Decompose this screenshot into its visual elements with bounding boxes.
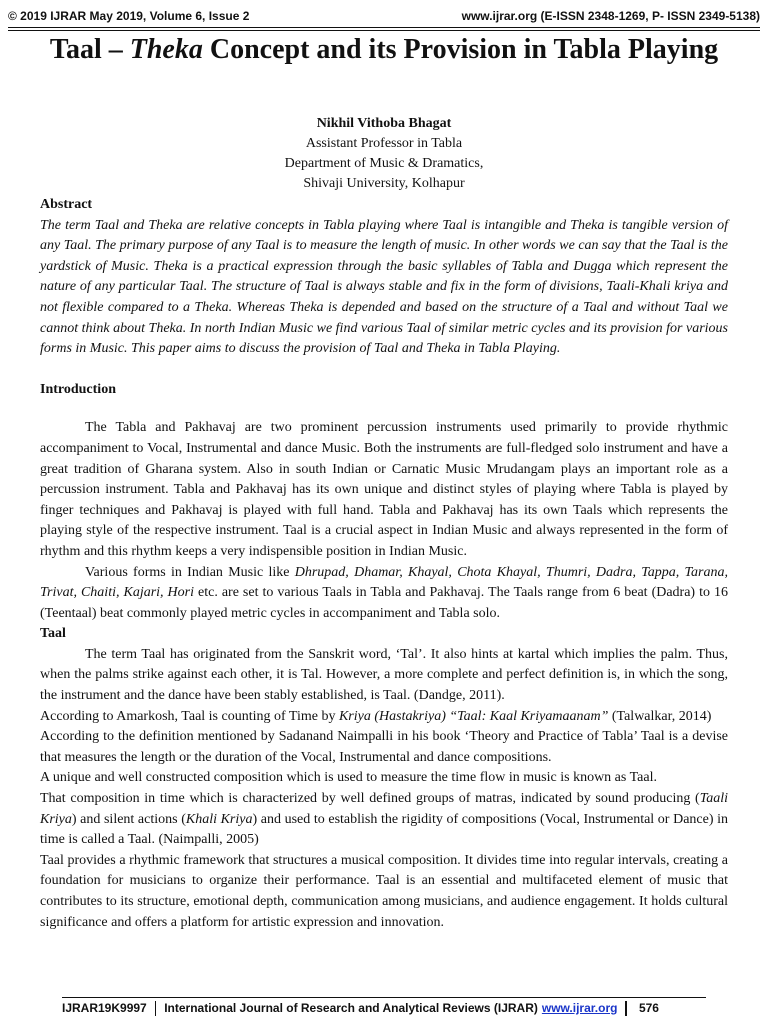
taal-p2-italic: Kriya (Hastakriya) “Taal: Kaal Kriyamaanam” <box>338 708 609 724</box>
page-header <box>8 6 760 26</box>
title-italic: Theka <box>129 34 203 65</box>
header-journal-info: www.ijrar.org (E-ISSN 2348-1269, P- ISSN 2349-5138) <box>461 9 760 23</box>
section-gap <box>40 400 728 418</box>
taal-paragraph-6: Taal provides a rhythmic framework that structures a musical composition. It divides time into regular intervals, creating a foundation for musicians to organize their performance. Taal is an essential and multifaceted element of music that contributes to its structure, emotional depth, communication among musicians, and audience engagement. It holds cultural significance and offers a platform for artistic expression and innovation. <box>40 852 728 930</box>
taal-p5-italic-1: Taali Kriya <box>40 791 728 827</box>
taal-p5-text-b: ) and silent actions ( <box>71 811 186 827</box>
page-number: 576 <box>638 1001 659 1015</box>
footer-journal-name: International Journal of Research and Analytical Reviews (IJRAR) <box>164 1001 538 1015</box>
taal-paragraph-4: A unique and well constructed composition which is used to measure the time flow in music is known as Taal. <box>40 770 657 786</box>
author-name: Nikhil Vithoba Bhagat <box>316 116 452 131</box>
footer-rule <box>62 997 706 998</box>
abstract-section <box>40 195 728 360</box>
footer-separator <box>625 1001 627 1016</box>
author-department: Department of Music & Dramatics, <box>284 156 484 171</box>
author-position: Assistant Professor in Tabla <box>305 136 463 151</box>
intro-p2-text-b: etc. are set to various Taals in Tabla and Pakhavaj. The Taals range from 6 beat (Dadra) to 16 (Teentaal) beat commonly played metric cycles in accompaniment and Tabla solo. <box>40 585 728 621</box>
footer-paper-code: IJRAR19K9997 <box>62 1001 147 1015</box>
taal-paragraph-2 <box>40 707 728 728</box>
abstract-text: The term Taal and Theka are relative concepts in Tabla playing where Taal is intangible and Theka is tangible version of any Taal. The primary purpose of any Taal is to measure the length of music. In other words we can say that the Taal is the yardstick of Music. Theka is a practical expression through the basic syllables of Tabla and Dugga which represent the nature of any particular Taal. The structure of Taal is always stable and fix in the form of divisions, Taali-Khali kriya and not flexible compared to a Theka. Whereas Theka is depended and based on the structure of a Taal and without Taal we cannot think about Theka. In north Indian Music we find various Taal of similar metric cycles and its provision for various forms in Music. This paper aims to discuss the provision of Taal and Theka in Tabla Playing. <box>40 217 728 357</box>
header-rule <box>8 27 760 28</box>
taal-p5-text-c: ) and used to establish the rigidity of compositions (Vocal, Instrumental or Dance) in time is called a Taal. (Naimpalli, 2005) <box>40 811 728 848</box>
intro-p2-text-a: Various forms in Indian Music like <box>85 564 295 580</box>
title-part-2: Concept and its Provision in Tabla Playing <box>202 34 719 65</box>
abstract-heading: Abstract <box>40 197 93 212</box>
introduction-heading: Introduction <box>40 381 116 397</box>
author-university: Shivaji University, Kolhapur <box>303 176 465 191</box>
intro-p2-forms: Dhrupad, Dhamar, Khayal, Chota Khayal, Thumri, Dadra, Tappa, Tarana, Trivat, Chaiti, Kajari, Hori <box>40 564 728 601</box>
paper-title <box>40 33 728 66</box>
taal-p2-text-a: According to Amarkosh, Taal is counting of Time by <box>40 708 339 724</box>
title-part-1: Taal – <box>49 34 130 65</box>
taal-heading: Taal <box>40 626 66 642</box>
introduction-paragraph-1: The Tabla and Pakhavaj are two prominent percussion instruments used primarily to provide rhythmic accompaniment to Vocal, Instrumental and dance Music. Both the instruments are full-fledged solo instrument and have a great tradition of Gharana system. Also in south Indian or Carnatic Music Mrudangam plays an important role as a percussion instrument. Tabla and Pakhavaj has its own unique and distinct styles of playing where Tabla is played by finger techniques and Pakhavaj is played with full hand. Tabla and Pakhavaj has its own Taals which represents the playing style of the respective instrument. Taal is a crucial aspect in Indian Music and always represented in the form of rhythm and this rhythm keeps a very indispensible position in Indian Music. <box>40 420 728 559</box>
taal-paragraph-1: The term Taal has originated from the Sanskrit word, ‘Tal’. It also hints at kartal which implies the palm. Thus, when the palms strike against each other, it is Tal. However, a more complete and perfect definition is, in which the song, the instrument and the dance have been stably established, is Taal. (Dandge, 2011). <box>40 646 728 704</box>
taal-p5-italic-2: Khali Kriya <box>185 811 253 827</box>
header-rule-secondary <box>8 30 760 31</box>
header-issue-info: © 2019 IJRAR May 2019, Volume 6, Issue 2 <box>8 9 250 23</box>
taal-paragraph-3: According to the definition mentioned by Sadanand Naimpalli in his book ‘Theory and Practice of Tabla’ Taal is a devise that measures the length or the duration of the Vocal, Instrumental and dance compositions. <box>40 729 728 765</box>
author-block <box>0 114 768 194</box>
paper-body <box>40 195 728 933</box>
taal-section <box>40 624 728 933</box>
page-footer <box>62 999 706 1017</box>
taal-paragraph-5 <box>40 789 728 851</box>
introduction-paragraph-2 <box>40 563 728 625</box>
footer-separator <box>155 1001 157 1016</box>
footer-website-link[interactable]: www.ijrar.org <box>541 1001 618 1015</box>
introduction-section <box>40 380 728 625</box>
taal-p2-text-b: (Talwalkar, 2014) <box>608 708 712 724</box>
taal-p5-text-a: That composition in time which is characterized by well defined groups of matras, indicated by sound producing ( <box>40 791 700 807</box>
section-gap <box>40 360 728 380</box>
